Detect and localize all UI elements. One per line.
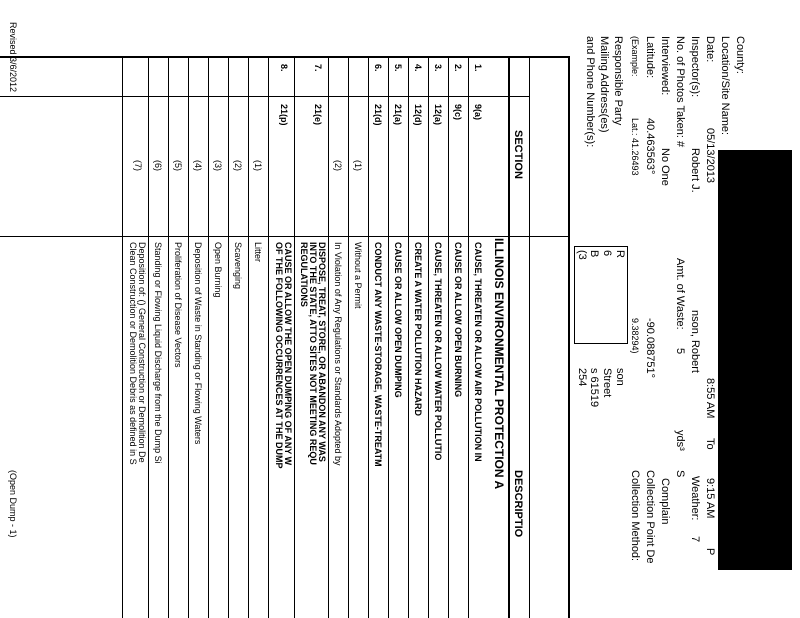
example-lat: Lat.: 41.26493 <box>630 118 640 176</box>
row-divider <box>148 56 149 618</box>
row-subsection: (4) <box>193 160 203 171</box>
time-suffix: P <box>704 548 716 556</box>
amount-waste-label: Amt. of Waste: <box>674 258 686 330</box>
resp-line-1: son <box>614 368 626 386</box>
row-description: CAUSE, THREATEN OR ALLOW WATER POLLUTIO <box>433 242 443 461</box>
row-number: 4. <box>413 64 423 72</box>
table-row <box>188 0 208 618</box>
table-row <box>328 0 348 618</box>
resp-line-2: Street <box>601 368 613 398</box>
row-divider <box>388 56 389 618</box>
table-row <box>168 0 188 618</box>
row-section: 12(d) <box>413 104 423 126</box>
location-label: Location/Site Name: <box>719 36 731 136</box>
resp-prefix-1: R <box>614 250 626 258</box>
table-row <box>468 0 488 618</box>
row-number: 8. <box>279 64 289 72</box>
responsible-party-label: Responsible Party <box>612 36 624 126</box>
row-divider <box>188 56 189 618</box>
weather-value: 7 <box>689 536 701 543</box>
row-divider <box>228 56 229 618</box>
row-description: CAUSE OR ALLOW OPEN BURNING <box>453 242 463 398</box>
row-description-line2: OF THE FOLLOWING OCCURRENCES AT THE DUMP <box>274 242 284 469</box>
inspector-value: Robert J. <box>689 148 701 193</box>
row-divider <box>248 56 249 618</box>
table-row <box>348 0 368 618</box>
table-row <box>294 0 328 618</box>
row-section: 21(p) <box>279 104 289 126</box>
table-row <box>368 0 388 618</box>
row-number: 3. <box>433 64 443 72</box>
row-subsection: (7) <box>133 160 143 171</box>
inspectors-label: Inspector(s): <box>689 36 701 98</box>
row-subsection: (1) <box>253 160 263 171</box>
amount-waste-unit: yds³ <box>674 430 686 451</box>
lpc-value: 0570200002 <box>734 478 746 540</box>
row-description: CAUSE, THREATEN OR ALLOW AIR POLLUTION IN <box>473 242 483 462</box>
table-row <box>228 0 248 618</box>
revised-date: Revised 3/6/2012 <box>8 22 18 93</box>
table-row <box>388 0 408 618</box>
column-header-section: SECTION <box>512 130 524 179</box>
mailing-address-label: Mailing Address(es) <box>598 36 610 133</box>
amount-waste-value: 5 <box>674 348 686 355</box>
column-header-description: DESCRIPTIO <box>512 470 524 538</box>
row-description: Scavenging <box>233 242 243 290</box>
row-subsection: (5) <box>173 160 183 171</box>
resp-prefix-3: B <box>588 250 600 258</box>
table-row <box>122 0 148 618</box>
to-label: To <box>704 438 716 450</box>
row-description: DISPOSE, TREAT, STORE, OR ABANDON ANY WAS <box>317 242 327 462</box>
row-section: 9(a) <box>473 104 483 121</box>
resp-prefix-2: 6 <box>601 250 613 257</box>
amount-waste-suffix: S <box>674 470 686 478</box>
weather-label: Weather: <box>689 476 701 521</box>
row-section: 21(e) <box>313 104 323 126</box>
row-description: CAUSE OR ALLOW THE OPEN DUMPING OF ANY W <box>283 242 293 466</box>
row-description-line3: REGULATIONS <box>299 242 309 307</box>
row-section: 12(a) <box>433 104 443 126</box>
example-long: 9.38294) <box>630 318 640 354</box>
row-number: 1. <box>473 64 483 72</box>
lpc-label: LPC#: <box>734 438 746 469</box>
table-row <box>408 0 428 618</box>
resp-prefix-4: (3 <box>576 250 588 260</box>
row-subsection: (3) <box>213 160 223 171</box>
time-to-value: 9:15 AM <box>704 478 716 519</box>
row-number: 5. <box>393 64 403 72</box>
row-description: Deposition of: () General Construction or Demolition De <box>137 242 147 463</box>
row-description: CONDUCT ANY WASTE-STORAGE, WASTE-TREATM <box>373 242 383 467</box>
interviewed-label: Interviewed: <box>659 36 671 96</box>
phone-label: and Phone Number(s): <box>584 36 596 148</box>
photos-label: No. of Photos Taken: # <box>674 36 686 148</box>
redaction-block <box>718 150 792 570</box>
row-divider <box>348 56 349 618</box>
complaint-label: Complain <box>659 478 671 525</box>
row-subsection: (6) <box>153 160 163 171</box>
row-description: Deposition of Waste in Standing or Flowing Waters <box>193 242 203 445</box>
county-label: County: <box>734 36 746 74</box>
time-from-value: 8:55 AM <box>704 378 716 419</box>
row-description: In Violation of Any Regulations or Standards Adopted by <box>333 242 343 466</box>
collection-method-label: Collection Method: <box>629 470 641 562</box>
table-row <box>208 0 228 618</box>
table-row <box>248 0 268 618</box>
row-section: 21(d) <box>373 104 383 126</box>
page-label: (Open Dump - 1) <box>8 470 18 538</box>
row-divider <box>468 56 469 618</box>
table-top-border <box>568 56 570 618</box>
row-description: Standing or Flowing Liquid Discharge from the Dump Si <box>153 242 163 464</box>
row-divider <box>168 56 169 618</box>
inspector-value-2: nson, Robert <box>689 310 701 373</box>
row-number: 2. <box>453 64 463 72</box>
table-row <box>148 0 168 618</box>
row-divider <box>448 56 449 618</box>
row-divider <box>268 56 269 618</box>
resp-line-3: s 61519 <box>588 368 600 408</box>
row-divider <box>122 56 123 618</box>
row-number: 7. <box>313 64 323 72</box>
row-section: 21(a) <box>393 104 403 126</box>
latitude-label: Latitude: <box>644 36 656 79</box>
collection-point-label: Collection Point De <box>644 470 656 564</box>
longitude-value: -90.088751° <box>644 318 656 379</box>
row-subsection: (1) <box>353 160 363 171</box>
county-value: Fulton <box>734 198 746 229</box>
row-description: CREATE A WATER POLLUTION HAZARD <box>413 242 423 416</box>
row-divider <box>328 56 329 618</box>
row-divider <box>408 56 409 618</box>
row-section: 9(c) <box>453 104 463 121</box>
row-description: Proliferation of Disease Vectors <box>173 242 183 368</box>
row-subsection: (2) <box>233 160 243 171</box>
row-description: CAUSE OR ALLOW OPEN DUMPING <box>393 242 403 398</box>
table-row <box>428 0 448 618</box>
example-label: (Example: <box>630 36 640 77</box>
row-description: Without a Permit <box>353 242 363 309</box>
row-description: Litter <box>253 242 263 263</box>
row-description: Open Burning <box>213 242 223 298</box>
date-value: 05/13/2013 <box>704 128 716 184</box>
agency-table-title: ILLINOIS ENVIRONMENTAL PROTECTION A <box>492 238 506 490</box>
resp-line-4: 254 <box>576 368 588 387</box>
row-divider <box>368 56 369 618</box>
row-subsection: (2) <box>333 160 343 171</box>
row-number: 6. <box>373 64 383 72</box>
date-label: Date: <box>704 36 716 63</box>
interviewed-value: No One <box>659 148 671 186</box>
table-row <box>268 0 294 618</box>
row-divider <box>294 56 295 618</box>
table-header-divider <box>529 56 530 618</box>
row-description-line2: Clean Construction or Demolition Debris as defined in S <box>128 242 138 465</box>
table-subheader-divider <box>508 56 510 618</box>
table-row <box>448 0 468 618</box>
row-divider <box>428 56 429 618</box>
row-description-line2: INTO THE STATE, ATTO SITES NOT MEETING REQU <box>308 242 318 465</box>
redaction-area-party <box>574 262 630 364</box>
latitude-value: 40.463563° <box>644 118 656 175</box>
row-divider <box>208 56 209 618</box>
